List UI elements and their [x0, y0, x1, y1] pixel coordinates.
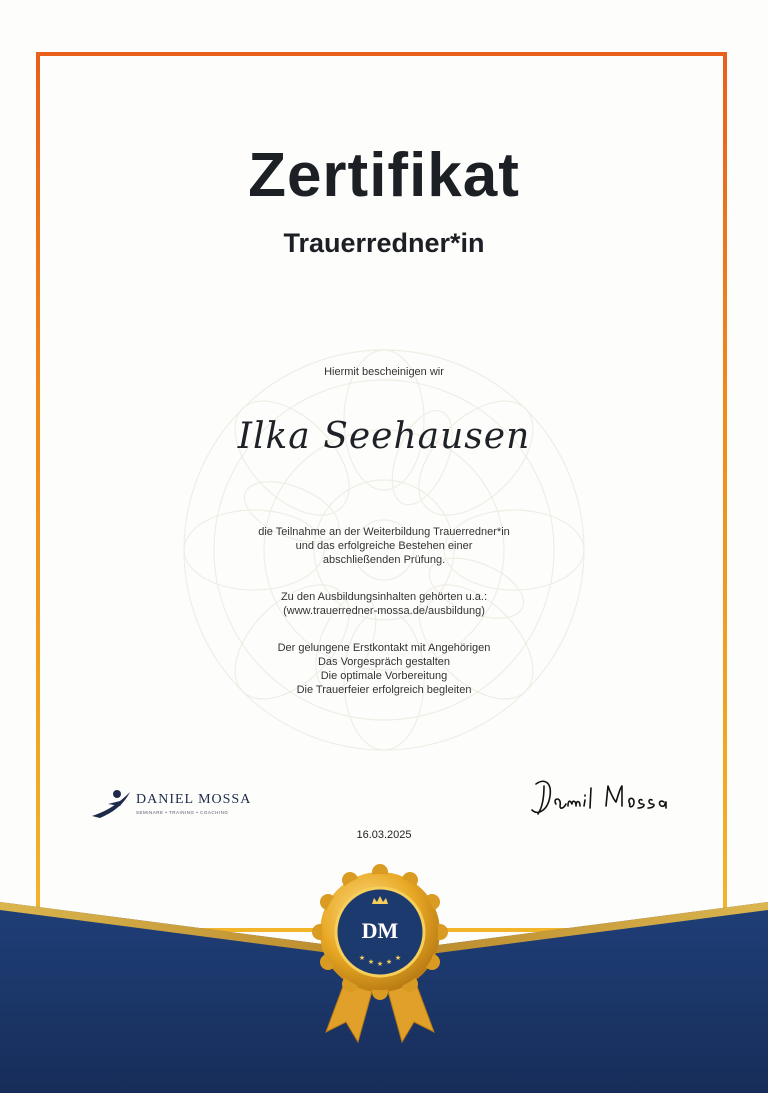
topic-item: Die optimale Vorbereitung [320, 670, 448, 682]
participation-text [0, 525, 768, 567]
content-intro [0, 590, 768, 618]
topics-list [0, 641, 768, 697]
signature [530, 774, 670, 824]
issue-date: 16.03.2025 [356, 829, 412, 841]
certificate-subtitle: Trauerredner*in [283, 228, 485, 258]
topic-item: Das Vorgespräch gestalten [317, 656, 451, 668]
topic-item: Die Trauerfeier erfolgreich begleiten [296, 684, 472, 696]
svg-text:★: ★ [376, 960, 384, 968]
content-url: (www.trauerredner-mossa.de/ausbildung) [283, 605, 485, 617]
recipient-name: Ilka Seehausen [237, 416, 531, 457]
svg-text:★: ★ [394, 954, 402, 962]
topic-item: Der gelungene Erstkontakt mit Angehörigen [277, 642, 491, 654]
participation-line: und das erfolgreiche Bestehen einer [295, 540, 473, 552]
participation-line: abschließenden Prüfung. [322, 554, 446, 566]
intro-text: Hiermit bescheinigen wir [324, 366, 444, 378]
logo-tagline: SEMINARE • TRAINING • COACHING [136, 810, 229, 815]
seal-badge-icon [310, 862, 450, 1052]
participation-line: die Teilnahme an der Weiterbildung Trauerredner*in [258, 526, 510, 538]
svg-text:★: ★ [367, 958, 375, 966]
content-intro-line: Zu den Ausbildungsinhalten gehörten u.a.: [280, 591, 488, 603]
seal-monogram: DM [361, 918, 399, 943]
svg-text:★: ★ [385, 958, 393, 966]
logo-name: DANIEL MOSSA [136, 792, 252, 807]
certificate-title: Zertifikat [248, 141, 520, 210]
svg-text:★: ★ [358, 954, 366, 962]
